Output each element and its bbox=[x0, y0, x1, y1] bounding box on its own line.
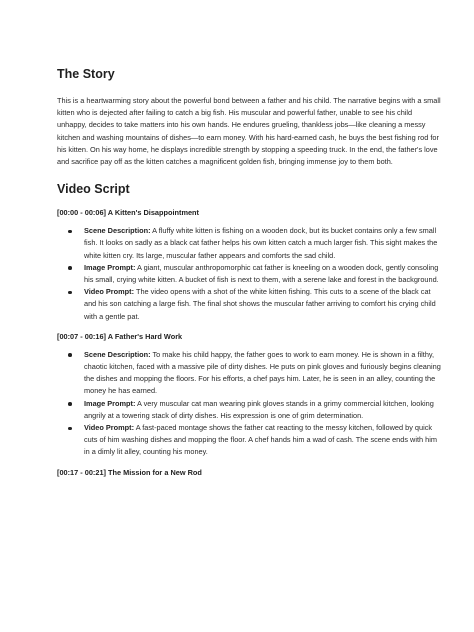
list-item bbox=[57, 262, 442, 286]
video-script-heading: Video Script bbox=[57, 182, 130, 197]
list-item bbox=[57, 286, 442, 323]
scene-bullet-list bbox=[57, 349, 442, 459]
bullet-icon bbox=[68, 266, 72, 270]
item-text: A giant, muscular anthropomorphic cat father is kneeling on a wooden dock, gently consoling his small, crying white kitten. A bucket of fish is next to them, with a serene lake and forest in the background. bbox=[84, 262, 439, 285]
item-label: Video Prompt: bbox=[84, 423, 135, 433]
list-item bbox=[57, 225, 442, 262]
bullet-icon bbox=[68, 353, 72, 357]
item-label: Video Prompt: bbox=[84, 287, 135, 297]
item-text: A fluffy white kitten is fishing on a wooden dock, but its bucket contains only a few small fish. It looks on sadly as a black cat father helps his own kitten catch a much larger fish. This sight makes the white kitten cry. Its large, muscular father appears and comforts the sad child. bbox=[84, 226, 438, 260]
bullet-icon bbox=[68, 427, 72, 431]
scene-3 bbox=[57, 467, 442, 479]
item-label: Scene Description: bbox=[84, 226, 151, 236]
list-item bbox=[57, 398, 442, 422]
scene-heading: [00:17 - 00:21] The Mission for a New Rod bbox=[57, 467, 202, 477]
list-item bbox=[57, 422, 442, 459]
bullet-icon bbox=[68, 230, 72, 234]
item-label: Image Prompt: bbox=[84, 398, 136, 408]
scene-1 bbox=[57, 207, 442, 323]
item-text: A very muscular cat man wearing pink gloves stands in a grimy commercial kitchen, looking angrily at a towering stack of dirty dishes. His expression is one of grim determination. bbox=[84, 398, 434, 420]
scene-2 bbox=[57, 331, 442, 459]
list-item bbox=[57, 349, 442, 398]
story-heading: The Story bbox=[57, 67, 115, 81]
scene-bullet-list bbox=[57, 225, 442, 323]
item-text: The video opens with a shot of the white kitten fishing. This cuts to a scene of the black cat and his son catching a large fish. The final shot shows the muscular father arriving to comfort his crying child with a gentle pat. bbox=[84, 287, 436, 321]
item-label: Scene Description: bbox=[84, 349, 151, 359]
scene-heading: [00:00 - 00:06] A Kitten's Disappointment bbox=[57, 208, 199, 218]
item-text: A fast-paced montage shows the father cat reacting to the messy kitchen, followed by quick cuts of him washing dishes and mopping the floor. A chef hands him a wad of cash. The scene ends with him in a dimly lit alley, counting his money. bbox=[84, 423, 437, 457]
scene-heading: [00:07 - 00:16] A Father's Hard Work bbox=[57, 331, 183, 341]
item-text: To make his child happy, the father goes to work to earn money. He is shown in a filthy, chaotic kitchen, faced with a massive pile of dirty dishes. He puts on pink gloves and furiously begins cleaning the dishes and mopping the floors. For his efforts, a chef pays him. Later, he is seen in an alley, counting the money he has earned. bbox=[84, 349, 441, 396]
story-paragraph: This is a heartwarming story about the powerful bond between a father and his child. The narrative begins with a small kitten who is dejected after failing to catch a big fish. His muscular and powerful father, unable to see his child unhappy, decides to take matters into his own hands. He endures grueling, thankless jobs—like cleaning a messy kitchen and washing mountains of dishes—to earn money. With his hard-earned cash, he buys the best fishing rod for his kitten. On his way home, he displays incredible strength by stopping a speeding truck. In the end, the father's love and sacrifice pay off as the kitten catches a magnificent golden fish, bringing immense joy to them both. bbox=[57, 96, 441, 167]
item-label: Image Prompt: bbox=[84, 262, 136, 272]
bullet-icon bbox=[68, 291, 72, 295]
bullet-icon bbox=[68, 402, 72, 406]
